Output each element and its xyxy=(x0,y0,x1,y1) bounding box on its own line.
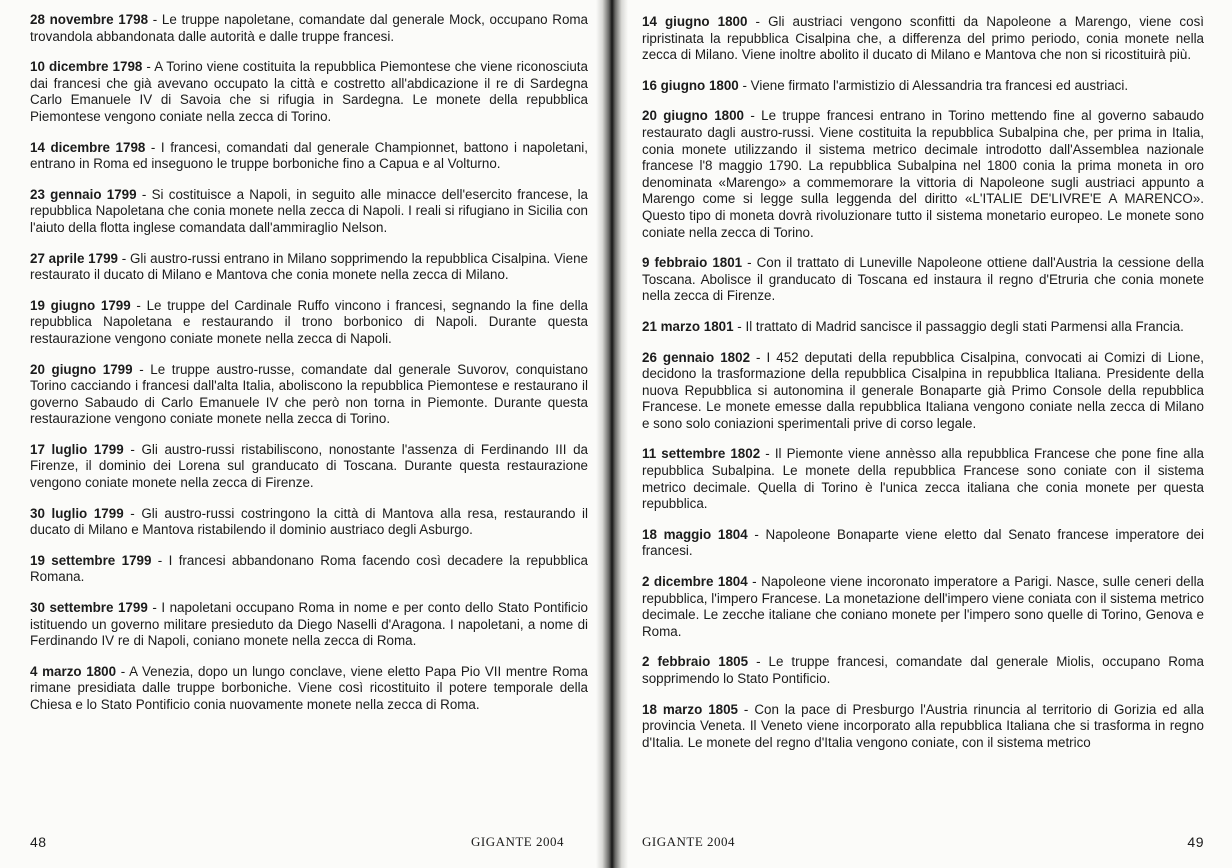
timeline-entry: 18 marzo 1805 - Con la pace di Presburgo l'Austria rinuncia al territorio di Gorizia ed alla provincia Veneta. Il Veneto viene incorporato alla repubblica Italiana che si trasforma in regno d'Italia. Le monete del regno d'Italia vengono coniate, con il sistema metrico xyxy=(642,701,1204,750)
entry-text: Il trattato di Madrid sancisce il passaggio degli stati Parmensi alla Francia. xyxy=(745,318,1184,334)
entry-text: Le truppe napoletane, comandate dal generale Mock, occupano Roma trovandola abbandonata dalle autorità e dalle truppe francesi. xyxy=(30,12,589,44)
page-number: 49 xyxy=(1187,834,1204,850)
entry-date: 20 giugno 1799 xyxy=(30,361,133,377)
timeline-entry: 20 giugno 1799 - Le truppe austro-russe, comandate dal generale Suvorov, conquistano Torino cacciando i francesi dall'alta Italia, aboliscono la repubblica Piemontese e restaurano il governo Sabaudo di Carlo Emanuele IV che però non torna in Piemonte. Durante questa restaurazione vengono coniate monete nella zecca di Torino. xyxy=(30,361,588,427)
entry-text: Viene firmato l'armistizio di Alessandria tra francesi ed austriaci. xyxy=(750,77,1129,93)
entry-text: I francesi, comandati dal generale Championnet, battono i napoletani, entrano in Roma ed inseguono le truppe borboniche fino a Capua e al Volturno. xyxy=(30,139,589,172)
entry-date: 26 gennaio 1802 xyxy=(642,349,751,365)
timeline-entry: 14 dicembre 1798 - I francesi, comandati dal generale Championnet, battono i napoletani, entrano in Roma ed inseguono le truppe borboniche fino a Capua e al Volturno. xyxy=(30,139,589,172)
timeline-entry: 18 maggio 1804 - Napoleone Bonaparte viene eletto dal Senato francese imperatore dei francesi. xyxy=(642,526,1204,559)
timeline-entry: 9 febbraio 1801 - Con il trattato di Luneville Napoleone ottiene dall'Austria la cessione della Toscana. Abolisce il granducato di Toscana ed instaura il regno d'Etruria che conia monete nella zecca di Firenze. xyxy=(642,255,1204,304)
timeline-entry: 19 settembre 1799 - I francesi abbandonano Roma facendo così decadere la repubblica Romana. xyxy=(30,552,588,585)
entry-date: 4 marzo 1800 xyxy=(30,663,117,679)
entry-text: Con il trattato di Luneville Napoleone ottiene dall'Austria la cessione della Toscana. Abolisce il granducato di Toscana ed instaura il regno d'Etruria che conia monete nella zecca di Firenze. xyxy=(642,255,1204,304)
entry-date: 27 aprile 1799 xyxy=(30,250,118,266)
entry-date: 23 gennaio 1799 xyxy=(30,186,137,202)
entry-date: 16 giugno 1800 xyxy=(642,77,739,93)
timeline-entry: 4 marzo 1800 - A Venezia, dopo un lungo conclave, viene eletto Papa Pio VII mentre Roma rimane presidiata dalle truppe borboniche. Viene così ricostituito il potere temporale della Chiesa e lo Stato Pontificio conia nuovamente monete nella zecca di Roma. xyxy=(30,663,588,712)
running-footer: GIGANTE 2004 xyxy=(642,834,736,849)
entry-text: I napoletani occupano Roma in nome e per conto dello Stato Pontificio istituendo un governo militare presieduto da Diego Naselli d'Aragona. I napoletani, a nome di Ferdinando IV re di Napoli, coniano monete nella zecca di Roma. xyxy=(30,600,588,649)
timeline-entry: 23 gennaio 1799 - Si costituisce a Napoli, in seguito alle minacce dell'esercito francese, la repubblica Napoletana che conia monete nella zecca di Napoli. I reali si rifugiano in Sicilia con l'aiuto della flotta inglese comandata dall'ammiraglio Nelson. xyxy=(30,186,588,235)
timeline-entry: 28 novembre 1798 - Le truppe napoletane, comandate dal generale Mock, occupano Roma trovandola abbandonata dalle autorità e dalle truppe francesi. xyxy=(30,12,589,44)
entry-date: 30 luglio 1799 xyxy=(30,505,124,521)
entry-date: 17 luglio 1799 xyxy=(30,441,124,457)
entry-text: Napoleone viene incoronato imperatore a Parigi. Nasce, sulle ceneri della repubblica, l'impero Francese. La monetazione dell'impero viene coniata con il sistema metrico decimale. Le zecche italiane che coniano monete per l'impero sono quelle di Torino, Genova e Roma. xyxy=(642,574,1204,639)
entry-text: I francesi abbandonano Roma facendo così decadere la repubblica Romana. xyxy=(30,552,588,585)
timeline-entry: 14 giugno 1800 - Gli austriaci vengono sconfitti da Napoleone a Marengo, viene così ripristinata la repubblica Cisalpina che, a differenza del primo periodo, conia monete nella zecca di Milano. Viene inoltre abolito il ducato di Milano e Mantova che non si ricostituirà più. xyxy=(642,14,1204,63)
entry-text: Gli austro-russi entrano in Milano sopprimendo la repubblica Cisalpina. Viene restaurato il ducato di Milano e Mantova che conia monete nella zecca di Milano. xyxy=(30,250,588,283)
timeline-entry: 26 gennaio 1802 - I 452 deputati della repubblica Cisalpina, convocati ai Comizi di Lione, decidono la trasformazione della repubblica Cisalpina in repubblica Italiana. Presidente della nuova Repubblica si autonomina il generale Bonaparte già Primo Console della repubblica Francese. Le monete emesse dalla repubblica Italiana vengono coniate nella zecca di Milano e sono solo coniazioni sperimentali prive di corso legale. xyxy=(642,349,1204,431)
entry-date: 18 maggio 1804 xyxy=(642,526,748,542)
entry-text: Gli austro-russi costringono la città di Mantova alla resa, restaurando il ducato di Milano e Mantova ristabilendo il dominio austriaco degli Asburgo. xyxy=(30,505,588,538)
entry-text: Le truppe francesi, comandate dal generale Miolis, occupano Roma sopprimendo lo Stato Pontificio. xyxy=(642,654,1204,686)
running-footer: GIGANTE 2004 xyxy=(470,834,564,849)
entry-date: 30 settembre 1799 xyxy=(30,600,148,616)
page-number: 48 xyxy=(30,834,47,850)
entry-text: Con la pace di Presburgo l'Austria rinuncia al territorio di Gorizia ed alla provincia Veneta. Il Veneto viene incorporato alla repubblica Italiana che si trasforma in regno d'Italia. Le monete del regno d'Italia vengono coniate, con il sistema metrico xyxy=(642,701,1204,750)
entry-date: 19 giugno 1799 xyxy=(30,297,131,313)
entry-text: Le truppe francesi entrano in Torino mettendo fine al governo sabaudo restaurato dagli austro-russi. Viene costituita la repubblica Subalpina che, per prima in Italia, conia monete utilizzando il sistema metrico decimale introdotto dall'Assemblea nazionale francese l'8 maggio 1790. La repubblica Subalpina nel 1800 conia la prima moneta in oro denominata «Marengo» a commemorare la vittoria di Napoleone sugli austriaci appunto a Marengo come si legge sulla leggenda del diritto «L'ITALIE DE'LIVRE'E A MARENCO». Questo tipo di moneta dovrà rivoluzionare tutto il sistema monetario europeo. Le monete sono coniate nella zecca di Torino. xyxy=(642,108,1205,240)
entry-date: 2 febbraio 1805 xyxy=(642,654,749,670)
entry-date: 14 dicembre 1798 xyxy=(30,139,146,155)
entry-text: A Torino viene costituita la repubblica Piemontese che viene riconosciuta dai francesi che già avevano occupato la città e costretto all'abdicazione il re di Sardegna Carlo Emanuele IV di Savoia che si rifugia in Sardegna. Le monete della repubblica Piemontese vengono coniate nella zecca di Torino. xyxy=(30,59,588,124)
entry-text: Le truppe del Cardinale Ruffo vincono i francesi, segnando la fine della repubblica Napoletana e restaurando il trono borbonico di Napoli. Durante questa restaurazione vengono coniate monete nella zecca di Napoli. xyxy=(30,297,589,346)
entry-text: Napoleone Bonaparte viene eletto dal Senato francese imperatore dei francesi. xyxy=(642,526,1204,559)
timeline-entry: 30 settembre 1799 - I napoletani occupano Roma in nome e per conto dello Stato Pontificio istituendo un governo militare presieduto da Diego Naselli d'Aragona. I napoletani, a nome di Ferdinando IV re di Napoli, coniano monete nella zecca di Roma. xyxy=(30,600,588,649)
timeline-entry: 17 luglio 1799 - Gli austro-russi ristabiliscono, nonostante l'assenza di Ferdinando III da Firenze, il dominio dei Lorena sul granducato di Toscana. Durante questa restaurazione vengono coniate monete nella zecca di Firenze. xyxy=(30,441,588,491)
timeline-entry: 30 luglio 1799 - Gli austro-russi costringono la città di Mantova alla resa, restaurando il ducato di Milano e Mantova ristabilendo il dominio austriaco degli Asburgo. xyxy=(30,505,588,538)
left-page xyxy=(0,0,604,868)
right-page xyxy=(620,0,1232,868)
entry-date: 2 dicembre 1804 xyxy=(642,574,748,590)
timeline-entry: 16 giugno 1800 - Viene firmato l'armistizio di Alessandria tra francesi ed austriaci. xyxy=(642,77,1129,93)
entry-date: 21 marzo 1801 xyxy=(642,318,734,334)
entry-date: 11 settembre 1802 xyxy=(642,446,761,462)
entry-text: Gli austriaci vengono sconfitti da Napoleone a Marengo, viene così ripristinata la repubblica Cisalpina che, a differenza del primo periodo, conia monete nella zecca di Milano. Viene inoltre abolito il ducato di Milano e Mantova che non si ricostituirà più. xyxy=(642,14,1204,63)
entry-text: I 452 deputati della repubblica Cisalpina, convocati ai Comizi di Lione, decidono la trasformazione della repubblica Cisalpina in repubblica Italiana. Presidente della nuova Repubblica si autonomina il generale Bonaparte già Primo Console della repubblica Francese. Le monete emesse dalla repubblica Italiana vengono coniate nella zecca di Milano e sono solo coniazioni sperimentali prive di corso legale. xyxy=(642,349,1204,431)
timeline-entry: 11 settembre 1802 - Il Piemonte viene annèsso alla repubblica Francese che pone fine alla repubblica Subalpina. Le monete della repubblica Francese sono coniate con il sistema metrico decimale. Quella di Torino è l'unica zecca italiana che conia monete per questa repubblica. xyxy=(642,446,1205,512)
timeline-entry: 21 marzo 1801 - Il trattato di Madrid sancisce il passaggio degli stati Parmensi alla Francia. xyxy=(642,318,1184,334)
entry-text: Le truppe austro-russe, comandate dal generale Suvorov, conquistano Torino cacciando i francesi dall'alta Italia, aboliscono la repubblica Piemontese e restaurano il governo Sabaudo di Carlo Emanuele IV che però non torna in Piemonte. Durante questa restaurazione vengono coniate monete nella zecca di Torino. xyxy=(30,361,588,427)
entry-date: 10 dicembre 1798 xyxy=(30,59,143,75)
timeline-entry: 20 giugno 1800 - Le truppe francesi entrano in Torino mettendo fine al governo sabaudo restaurato dagli austro-russi. Viene costituita la repubblica Subalpina che, per prima in Italia, conia monete utilizzando il sistema metrico decimale introdotto dall'Assemblea nazionale francese l'8 maggio 1790. La repubblica Subalpina nel 1800 conia la prima moneta in oro denominata «Marengo» a commemorare la vittoria di Napoleone sugli austriaci appunto a Marengo come si legge sulla leggenda del diritto «L'ITALIE DE'LIVRE'E A MARENCO». Questo tipo di moneta dovrà rivoluzionare tutto il sistema monetario europeo. Le monete sono coniate nella zecca di Torino. xyxy=(642,108,1205,240)
entry-text: Il Piemonte viene annèsso alla repubblica Francese che pone fine alla repubblica Subalpina. Le monete della repubblica Francese sono coniate con il sistema metrico decimale. Quella di Torino è l'unica zecca italiana che conia monete per questa repubblica. xyxy=(642,446,1205,512)
timeline-entry: 19 giugno 1799 - Le truppe del Cardinale Ruffo vincono i francesi, segnando la fine della repubblica Napoletana e restaurando il trono borbonico di Napoli. Durante questa restaurazione vengono coniate monete nella zecca di Napoli. xyxy=(30,297,589,346)
entry-date: 19 settembre 1799 xyxy=(30,552,152,568)
timeline-entry: 2 dicembre 1804 - Napoleone viene incoronato imperatore a Parigi. Nasce, sulle ceneri della repubblica, l'impero Francese. La monetazione dell'impero viene coniata con il sistema metrico decimale. Le zecche italiane che coniano monete per l'impero sono quelle di Torino, Genova e Roma. xyxy=(642,574,1204,639)
entry-date: 28 novembre 1798 xyxy=(30,12,149,27)
entry-date: 9 febbraio 1801 xyxy=(642,255,743,271)
timeline-entry: 27 aprile 1799 - Gli austro-russi entrano in Milano sopprimendo la repubblica Cisalpina. Viene restaurato il ducato di Milano e Mantova che conia monete nella zecca di Milano. xyxy=(30,250,588,283)
entry-date: 20 giugno 1800 xyxy=(642,108,744,124)
entry-date: 18 marzo 1805 xyxy=(642,701,738,717)
entry-text: A Venezia, dopo un lungo conclave, viene eletto Papa Pio VII mentre Roma rimane presidiata dalle truppe borboniche. Viene così ricostituito il potere temporale della Chiesa e lo Stato Pontificio conia nuovamente monete nella zecca di Roma. xyxy=(30,663,588,712)
timeline-entry: 2 febbraio 1805 - Le truppe francesi, comandate dal generale Miolis, occupano Roma sopprimendo lo Stato Pontificio. xyxy=(642,654,1204,686)
entry-date: 14 giugno 1800 xyxy=(642,14,748,29)
entry-text: Gli austro-russi ristabiliscono, nonostante l'assenza di Ferdinando III da Firenze, il dominio dei Lorena sul granducato di Toscana. Durante questa restaurazione vengono coniate monete nella zecca di Firenze. xyxy=(30,441,588,491)
book-gutter xyxy=(596,0,628,868)
entry-text: Si costituisce a Napoli, in seguito alle minacce dell'esercito francese, la repubblica Napoletana che conia monete nella zecca di Napoli. I reali si rifugiano in Sicilia con l'aiuto della flotta inglese comandata dall'ammiraglio Nelson. xyxy=(30,186,588,235)
timeline-entry: 10 dicembre 1798 - A Torino viene costituita la repubblica Piemontese che viene riconosciuta dai francesi che già avevano occupato la città e costretto all'abdicazione il re di Sardegna Carlo Emanuele IV di Savoia che si rifugia in Sardegna. Le monete della repubblica Piemontese vengono coniate nella zecca di Torino. xyxy=(30,59,588,124)
